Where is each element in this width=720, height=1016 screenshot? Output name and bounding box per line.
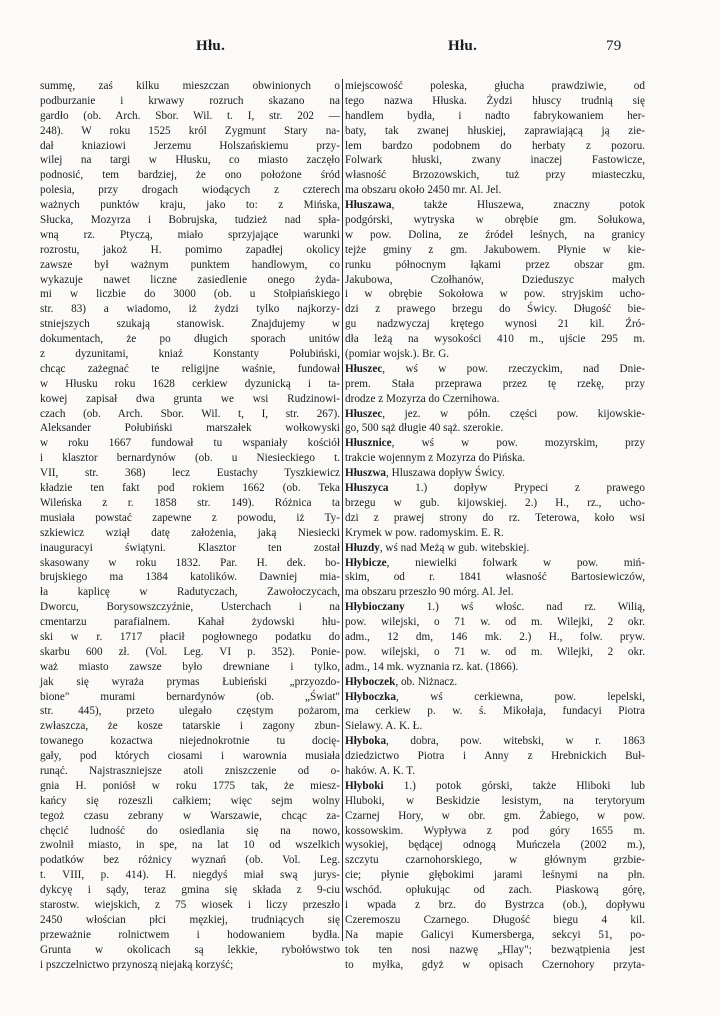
left-column-line: gały, pod których ciosami i warownia musiała (40, 750, 340, 763)
left-column-line: kowej zapisał dwa grunta we wsi Rudzinowi- (40, 392, 340, 405)
left-column-line: polesia, przy drogach wiodących z czterech (40, 184, 340, 197)
right-column-line: Na mapie Galicyi Kumersberga, sekcyi 51, po- (345, 928, 645, 941)
right-column (345, 79, 645, 972)
left-column-line: musiała powstać zapewne z powodu, iż Ty- (40, 511, 340, 524)
left-column-line: w roku 1667 fundował tu wspaniały kościół (40, 437, 340, 450)
entry-headword: Hłybicze (345, 556, 387, 569)
left-column-line: dokumentach, że po długich sporach unitów (40, 333, 340, 346)
right-column-line: Hluboki, w Beskidzie lesistym, na terytoryum (345, 794, 645, 807)
right-column-line: Czarnej Hory, w obr. gm. Żabiego, w pow. (345, 809, 645, 822)
left-column-line: ski w r. 1717 płacił pogłownego podatku do (40, 630, 340, 643)
left-column-line: skasowany w roku 1832. Par. H. dek. bo- (40, 556, 340, 569)
right-column-line: dzi z prawego brzegu do Świcy. Długość bie- (345, 303, 645, 316)
left-column-line: zawsze był ważnym punktem handlowym, co (40, 258, 340, 271)
right-column-line: go, 500 sąż długie 40 sąż. szerokie. (345, 422, 504, 435)
right-running-head: Hłu. (448, 38, 478, 54)
right-column-line: tejże gminy z gm. Jakubowem. Płynie w kie- (345, 243, 645, 256)
left-column-line: str. 83) a wiadomo, iż żydzi tylko najkorzy- (40, 303, 340, 316)
right-column-line: brzegu w gub. kijowskiej. 2.) H., rz., ucho- (345, 496, 645, 509)
right-column-line: (pomiar wojsk.). Br. G. (345, 348, 450, 361)
left-column-line: wilej na targi w Hłusku, co miasto zaczęło (40, 154, 340, 167)
right-column-line: to myłka, gdyż w opisach Czernohory przyta- (345, 958, 645, 971)
left-column-line: jak się wyraża prymas Łubieński „przyozdo- (40, 675, 340, 688)
right-column-line: Hłyboczka, wś cerkiewna, pow. lepelski, (345, 690, 645, 703)
right-column-line: gu nadzwyczaj krętego wynosi 21 kil. Źró- (345, 318, 645, 331)
left-column-line: wykazuje nawet liczne zasiedlenie onego żyda- (40, 273, 340, 286)
left-column-line: ważnych punktów kraju, jako to: z Mińska, (40, 199, 340, 212)
left-column-line: 2450 włościan płci męzkiej, trudniących się (40, 913, 340, 926)
right-column-line: miejscowość poleska, głucha prawdziwie, od (345, 80, 645, 92)
entry-headword: Hłybioczany (345, 601, 405, 614)
right-column-line: dła leżą na wysokości 410 m., ujście 295 m. (345, 333, 645, 346)
right-column-line: lem bardzo podobnem do herbaty z pozoru. (345, 139, 645, 152)
page-header (0, 38, 720, 58)
right-column-line: adm., 14 mk. wyznania rz. kat. (1866). (345, 660, 519, 673)
left-column-line: dykcyę i sądy, teraz gmina się składa z 9-ciu (40, 884, 340, 897)
right-column-line: runku północnym łąkami przez obszar gm. (345, 258, 645, 271)
right-column-line: i w obrębie Sokołowa w pow. stryjskim ucho- (345, 288, 645, 301)
left-column-line: kładzie ten fakt pod rokiem 1662 (ob. Teka (40, 482, 340, 495)
entry-headword: Hłuzdy (345, 541, 380, 554)
right-column-line: Hłuszwa, Hluszawa dopływ Świcy. (345, 467, 505, 480)
left-column-line: t. VIII, p. 414). H. niegdyś miał swą jurys- (40, 869, 340, 882)
right-column-line: trakcie wojennym z Mozyrza do Pińska. (345, 452, 526, 465)
left-column-line: Słucka, Mozyrza i Bobrujska, tudzież nad spła- (40, 214, 340, 227)
entry-headword: Hłuszwa (345, 467, 387, 480)
entry-headword: Hłyboczka (345, 690, 396, 703)
right-column-line: Jakubowa, Czołhanów, Dzieduszyc małych (345, 273, 645, 286)
right-column-line: wysokiej, będącej odnogą Muńczela (2002 m.), (345, 839, 645, 852)
left-column-line: zwolnił miasto, in spe, na lat 10 od wszelkich (40, 839, 340, 852)
entry-headword: Hłuszawa (345, 199, 392, 212)
left-column-line: skarbu 600 zł. (Vol. Leg. VI p. 352). Ponie- (40, 645, 340, 658)
left-column-line: tegoż czasu zebrany w Warszawie, chcąc za- (40, 809, 340, 822)
right-column-line: tok ten nosi nazwę „Hlay"; bezwątpienia jest (345, 943, 645, 956)
entry-headword: Hłyboczek (345, 675, 396, 688)
right-column-line: prem. Stała przeprawa przez tę rzekę, przy (345, 377, 645, 390)
right-column-line: kossowskim. Wypływa z pod góry 1655 m. (345, 824, 645, 837)
right-column-line: drodze z Mozyrza do Czernihowa. (345, 392, 500, 405)
right-column-line: w pow. Dolina, ze źródeł leśnych, na granicy (345, 228, 645, 241)
left-column-line: kańcy się rozeszli całkiem; więc sejm wolny (40, 794, 340, 807)
right-column-line: Sielawy. A. K. Ł. (345, 720, 423, 733)
right-column-line: Hłyboczek, ob. Niżnacz. (345, 675, 458, 688)
right-column-line: Hłybicze, niewielki folwark w pow. miń- (345, 556, 645, 569)
right-column-line: Hłyboka, dobra, pow. witebski, w r. 1863 (345, 735, 645, 748)
page-number: 79 (606, 38, 622, 54)
right-column-line: Hłuszec, wś w pow. rzeczyckim, nad Dnie- (345, 362, 645, 375)
right-column-line: ma obszaru przeszło 90 mórg. Al. Jel. (345, 586, 514, 599)
right-column-line: adm., 12 dm, 146 mk. 2.) H., folw. pryw. (345, 630, 645, 643)
right-column-line: Krymek w pow. radomyskim. E. R. (345, 526, 504, 539)
left-column-line: Wileńska z r. 1858 str. 149). Różnica ta (40, 496, 340, 509)
left-column-line: VII, str. 368) lecz Eustachy Tyszkiewicz (40, 467, 340, 480)
left-column-line: starostw. wiejskich, z 75 wiosek i liczy przeszło (40, 898, 340, 911)
right-column-line: wschód. opłukując od zach. Piaskową górę, (345, 884, 645, 897)
left-column-line: w Hłusku roku 1628 cerkiew dyzunicką i ta- (40, 377, 340, 390)
left-column-line: gnia H. poniósł w roku 1775 tak, że miesz- (40, 779, 340, 792)
left-column-line: Dworcu, Borysowszczyźnie, Usterchach i na (40, 601, 340, 614)
right-column-line: szczytu czarnohorskiego, w głównym grzbie- (345, 854, 645, 867)
right-column-line: podgórski, wytryska w obrębie gm. Sołukowa, (345, 214, 645, 227)
left-column-line: i klasztor bernardynów (ob. u Niesieckiego t. (40, 452, 340, 465)
right-column-line: haków. A. K. T. (345, 764, 416, 777)
right-column-line: tego nazwa Hłuska. Żydzi hłuscy trudnią się (345, 94, 645, 107)
entry-headword: Hłusznice (345, 437, 392, 450)
left-column-line: runąć. Najstraszniejsze atoli zniszczenie od o- (40, 764, 340, 777)
right-column-line: pow. wilejski, o 71 w. od m. Wilejki, 2 okr. (345, 645, 645, 658)
entry-headword: Hłyboki (345, 779, 384, 792)
left-column-line: brujskiego ma 1384 katolików. Dawniej mia- (40, 571, 340, 584)
right-column-line: Hłybioczany 1.) wś włośc. nad rz. Wilią, (345, 601, 645, 614)
right-column-line: Hłuszyca 1.) dopływ Prypeci z prawego (345, 482, 645, 495)
left-column-line: chcąc zażegnać te religijne waśnie, fundował (40, 362, 340, 375)
entry-headword: Hłuszec (345, 362, 383, 375)
left-column-line: 248). W roku 1525 król Zygmunt Stary na- (40, 124, 340, 137)
right-column-line: skim, od r. 1841 własność Bartosiewiczów, (345, 571, 645, 584)
left-column-line: gardło (ob. Arch. Sbor. Wil. t. I, str. 202 — (40, 109, 340, 122)
left-column-line: waż miasto zawsze było drewniane i tylko, (40, 660, 340, 673)
right-column-line: baty, tak zwanej hłuskiej, zaprawiającą ją zie- (345, 124, 645, 137)
left-column-line: ła kaplicę w Radutyczach, Zawołoczycach, (40, 586, 340, 599)
right-column-line: Hłusznice, wś w pow. mozyrskim, przy (345, 437, 645, 450)
left-column-line: rozrostu, jakoż H. pomimo zapadłej okolicy (40, 243, 340, 256)
entry-headword: Hłuszyca (345, 482, 389, 495)
left-column-line: str. 445), przeto ulegało częstym pożarom, (40, 705, 340, 718)
left-column-line: zwłaszcza, że kosze tatarskie i zagony zbun- (40, 720, 340, 733)
left-column-line: czach (ob. Arch. Sbor. Wil. t, I, str. 267). (40, 407, 340, 420)
entry-headword: Hłuszec (345, 407, 383, 420)
left-column-line: z dyzunitami, kniaź Konstanty Połubiński, (40, 348, 340, 361)
right-column-line: pow. wilejski, o 71 w. od m. Wilejki, 2 okr. (345, 616, 645, 629)
left-column-line: mi w liczbie do 3000 (ob. u Stołpiańskiego (40, 288, 340, 301)
left-column-line: inauguracyi świątyni. Klasztor ten został (40, 541, 340, 554)
right-column-line: Hłyboki 1.) potok górski, także Hliboki lub (345, 779, 645, 792)
right-column-line: dziedzictwo Piotra i Anny z Hrebnickich Buł- (345, 750, 645, 763)
right-column-line: handlem bydła, i nadto fabrykowaniem her- (345, 109, 645, 122)
left-column-line: szkiewicz wziął datę założenia, jaką Niesiecki (40, 526, 340, 539)
left-column-line: stniejszych szukają stanowisk. Znajdujemy w (40, 318, 340, 331)
right-column-line: ma obszaru około 2450 mr. Al. Jel. (345, 184, 502, 197)
left-column-line: towanego kozactwa niejednokrotnie tu docię- (40, 735, 340, 748)
left-column-line: Aleksander Połubiński marszałek wołkowyski (40, 422, 340, 435)
right-column-line: dzi z prawej strony do rz. Teterowa, koło wsi (345, 511, 645, 524)
left-column-line: Grunta w okolicach są lekkie, rybołówstwo (40, 943, 340, 956)
left-column-line: dał kniaziowi Jerzemu Holszańskiemu przy- (40, 139, 340, 152)
left-column-line: podburzanie i krwawy rozruch skazano na (40, 94, 340, 107)
right-column-line: własność Brzozowskich, tuż przy miasteczku, (345, 169, 645, 182)
left-column-line: summę, zaś kilku mieszczan obwinionych o (40, 80, 340, 92)
left-column (40, 79, 340, 972)
left-column-line: i pszczelnictwo przynoszą niejaką korzyść; (40, 958, 234, 971)
left-column-line: bione" murami bernardynów (ob. „Świat" (40, 690, 340, 703)
left-column-line: cmentarzu parafialnem. Kahał żydowski hłu- (40, 616, 340, 629)
right-column-line: Hłuzdy, wś nad Meżą w gub. witebskiej. (345, 541, 530, 554)
left-column-line: wną rz. Ptyczą, miało sprzyjające warunki (40, 228, 340, 241)
right-column-line: Czeremoszu Czarnego. Długość biegu 4 kil. (345, 913, 645, 926)
right-column-line: Hłuszawa, także Hluszewa, znaczny potok (345, 199, 645, 212)
left-column-line: przeważnie rolnictwem i hodowaniem bydła. (40, 928, 340, 941)
left-column-line: podatków bez różnicy wyznań (ob. Vol. Leg. (40, 854, 340, 867)
left-running-head: Hłu. (196, 38, 226, 54)
right-column-line: ma cerkiew p. w. ś. Mikołaja, fundacyi Piotra (345, 705, 645, 718)
right-column-line: cie; płynie głębokimi jarami leśnymi na płn. (345, 869, 645, 882)
right-column-line: Folwark hłuski, zwany inaczej Fastowicze, (345, 154, 645, 167)
left-column-line: podnosić, tem bardziej, że ono położone śród (40, 169, 340, 182)
left-column-line: chęcić ludność do osiedlania się na nowo, (40, 824, 340, 837)
entry-headword: Hłyboka (345, 735, 387, 748)
right-column-line: Hłuszec, jez. w półn. części pow. kijowskie- (345, 407, 645, 420)
right-column-line: i wpada z brz. do Bystrzca (ob.), dopływu (345, 898, 645, 911)
column-divider (342, 79, 343, 941)
